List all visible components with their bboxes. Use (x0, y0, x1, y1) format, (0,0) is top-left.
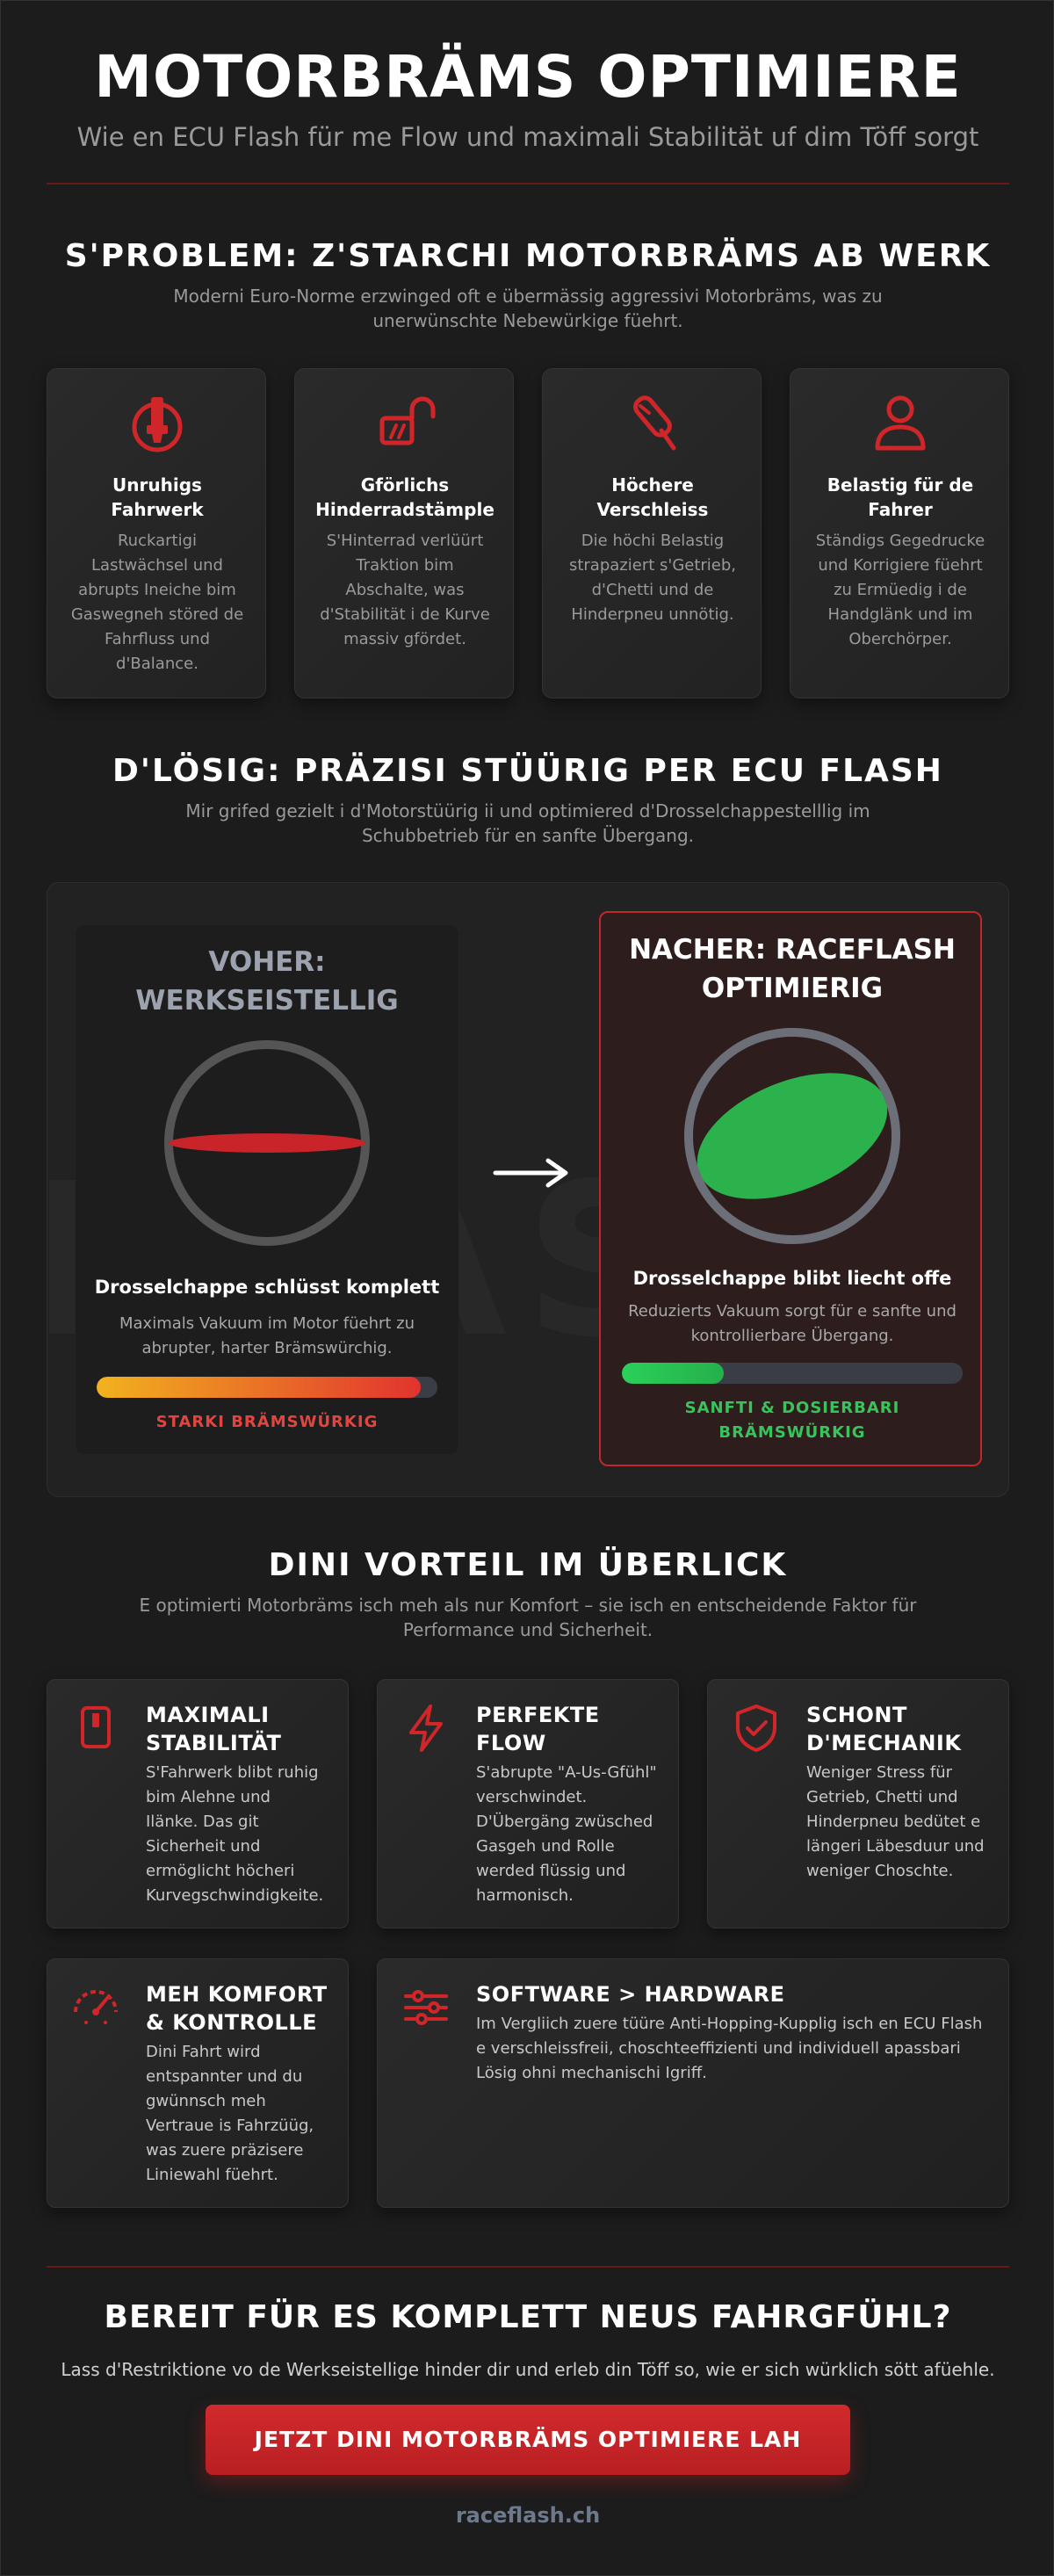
after-card (599, 911, 982, 1466)
problem-subtitle: Moderni Euro-Norme erzwinged oft e übermässig aggressivi Motorbräms, was zu unerwünschte Nebewürkige füehrt. (173, 286, 883, 331)
footer-domain-link[interactable]: raceflash.ch (455, 2503, 601, 2528)
broken-chain-icon (370, 387, 440, 457)
comparison-panel (47, 882, 1009, 1497)
before-braking-label: STARKI BRÄMSWÜRKIG (155, 1413, 379, 1431)
problem-card-fahrer: Belastig für de Fahrer Ständigs Gegedrucke und Korrigiere füehrt zu Ermüedig i de Handglänk und im Oberchörper. (790, 368, 1009, 698)
phone-stability-icon (70, 1703, 121, 1754)
advantage-card-mechanik: SCHONT D'MECHANIK Weniger Stress für Getrieb, Chetti und Hinderpneu bedütet e längeri Läbesduur und weniger Choschte. (707, 1679, 1009, 1928)
before-title: VOHER: WERKSEISTELLIG (135, 946, 399, 1017)
sliders-icon (401, 1982, 451, 2033)
cta-title: BEREIT FÜR ES KOMPLETT NEUS FAHRGFÜHL? (104, 2299, 952, 2335)
before-braking-bar (97, 1377, 437, 1398)
problem-card-fahrwerk: Unruhigs Fahrwerk Ruckartigi Lastwächsel und abrupts Ineiche bim Gaswegneh störed de Fahrfluss und d'Balance. (47, 368, 266, 698)
before-description: Maximals Vakuum im Motor füehrt zu abrupter, harter Brämswürchig. (119, 1314, 415, 1357)
shield-check-icon (731, 1703, 782, 1754)
advantages-title: DINI VORTEIL IM ÜBERLICK (268, 1547, 788, 1583)
page-title: MOTORBRÄMS OPTIMIERE (94, 43, 962, 111)
cta-button[interactable]: JETZT DINI MOTORBRÄMS OPTIMIERE LAH (206, 2405, 850, 2475)
solution-title: D'LÖSIG: PRÄZISI STÜÜRIG PER ECU FLASH (112, 753, 943, 789)
advantage-card-flow: PERFEKTE FLOW S'abrupte "A-Us-Gfühl" verschwindet. D'Übergäng zwüsched Gasgeh und Rolle werded flüssig und harmonisch. (377, 1679, 679, 1928)
problem-card-verschleiss: Höchere Verschleiss Die höchi Belastig strapaziert s'Getrieb, d'Chetti und de Hinderpneu unnötig. (542, 368, 762, 698)
problem-card-hinderrad: Gförlichs Hinderradstämple S'Hinterrad verlüürt Traktion bim Abschalte, was d'Stabilität i de Kurve massiv gfördet. (294, 368, 514, 698)
divider (47, 183, 1009, 185)
advantage-card-software: SOFTWARE > HARDWARE Im Vergliich zuere tüüre Anti-Hopping-Kupplig isch en ECU Flash e verschleissfreii, choschteeffizienti und individuell apassbari Lösig ohni mechanischi Igriff. (377, 1958, 1009, 2208)
throttle-open-graphic (678, 1022, 906, 1250)
advantage-card-komfort: MEH KOMFORT & KONTROLLE Dini Fahrt wird entspannter und du gwünnsch meh Vertraue is Fahrzüüg, was zuere präzisere Liniewahl füehrt. (47, 1958, 349, 2208)
after-braking-bar (622, 1363, 963, 1384)
throttle-closed-graphic (162, 1038, 372, 1248)
wrench-icon (617, 387, 688, 457)
before-braking-fill (97, 1377, 421, 1398)
page-subtitle: Wie en ECU Flash für me Flow und maximali Stabilität uf dim Töff sorgt (76, 122, 979, 152)
arrow-right-icon (492, 1155, 571, 1190)
before-caption: Drosselchappe schlüsst komplett (94, 1277, 440, 1298)
after-braking-label: SANFTI & DOSIERBARI BRÄMSWÜRKIG (684, 1399, 900, 1442)
solution-subtitle: Mir grifed gezielt i d'Motorstüürig ii und optimiered d'Drosselchappestelllig im Schubbetrieb für en sanfte Übergang. (185, 800, 870, 846)
before-card (76, 925, 458, 1454)
speedometer-icon (70, 1982, 121, 2033)
lightning-icon (401, 1703, 451, 1754)
rider-icon (865, 387, 935, 457)
after-title: NACHER: RACEFLASH OPTIMIERIG (629, 934, 956, 1004)
engine-handle-icon (122, 387, 192, 457)
after-caption: Drosselchappe blibt liecht offe (632, 1268, 952, 1289)
divider (47, 2266, 1009, 2268)
advantages-subtitle: E optimierti Motorbräms isch meh als nur Komfort – sie isch en entscheidende Faktor für Performance und Sicherheit. (139, 1595, 917, 1640)
problem-title: S'PROBLEM: Z'STARCHI MOTORBRÄMS AB WERK (64, 238, 992, 274)
after-braking-fill (622, 1363, 724, 1384)
advantage-card-stabilitaet: MAXIMALI STABILITÄT S'Fahrwerk blibt ruhig bim Alehne und Ilänke. Das git Sicherheit und ermöglicht höcheri Kurvegschwindigkeite. (47, 1679, 349, 1928)
cta-subtitle: Lass d'Restriktione vo de Werkseistellige hinder dir und erleb din Töff so, wie er sich würklich sött afüehle. (61, 2359, 995, 2380)
after-description: Reduzierts Vakuum sorgt für e sanfte und kontrollierbare Übergang. (628, 1302, 957, 1345)
